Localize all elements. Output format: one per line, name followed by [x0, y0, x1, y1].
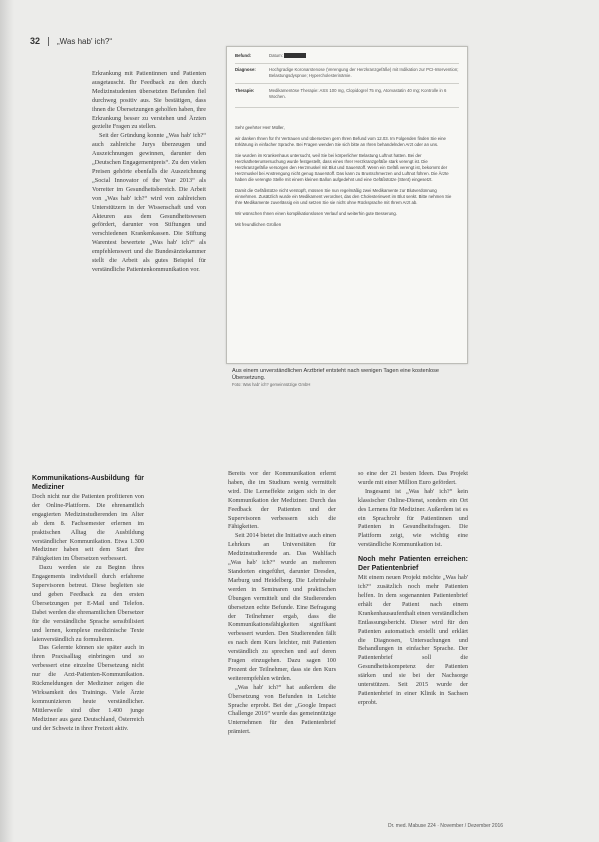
redaction-bar	[284, 53, 306, 58]
column-3	[358, 470, 468, 708]
running-header	[30, 36, 112, 46]
report-row-diagnose	[235, 67, 459, 79]
report-greeting: Sehr geehrter Herr Müller,	[235, 125, 285, 130]
paragraph: Insgesamt ist „Was hab' ich?“ kein klassischer Online-Dienst, sondern ein Ort des Lernens für Mediziner. Außerdem ist es ein Sprachrohr für Patientinnen und Patienten in Gesundheitsfragen. Die Plattform zeigt, wie wichtig eine verständliche Kommunikation ist.	[358, 487, 468, 549]
paragraph: so eine der 21 besten Ideen. Das Projekt wurde mit einer Million Euro gefördert.	[358, 470, 468, 486]
sample-medical-report	[226, 46, 468, 364]
report-label: Therapie:	[235, 88, 255, 93]
figure-caption	[232, 368, 472, 388]
caption-text: Aus einem unverständlichen Arztbrief entsteht nach wenigen Tagen eine kostenlose Übersetzung.	[232, 368, 439, 381]
paragraph: Erkrankung mit Patientinnen und Patienten ausgetauscht. Ihr Feedback zu den durch Medizinstudenten übersetzten Befunden fiel durchweg positiv aus. Sie bestätigen, dass ihnen die Übersetzungen geholfen haben, ihre Erkrankung besser zu verstehen und Ärzten gezielte Fragen zu stellen.	[92, 70, 206, 131]
page-number: 32	[30, 36, 41, 46]
subheading-communication: Kommunikations-Ausbildung für Mediziner	[32, 475, 144, 491]
report-value: Hochgradige Koronarstenose (Verengung der Herzkranzgefäße) mit Indikation zur PCI-Intervention; Belastungsdyspnoe; Hypercholesterinämie.	[269, 67, 459, 78]
column-1-bottom	[32, 469, 144, 733]
report-row-befund	[235, 53, 459, 59]
report-paragraph: wir danken Ihnen für Ihr Vertrauen und übersetzen gern Ihren Befund vom 12.03. Im Folgenden finden Sie eine Erklärung in einfacher Sprache. Bei Fragen wenden Sie sich bitte an Ihren behandelnden Arzt oder an uns.	[235, 136, 446, 147]
report-paragraph: Wir wünschen Ihnen einen komplikationslosen Verlauf und weiterhin gute Besserung.	[235, 211, 397, 216]
report-label: Befund:	[235, 53, 252, 58]
page-gutter-shadow	[0, 0, 14, 842]
report-value: Medikamentöse Therapie: ASS 100 mg, Clopidogrel 75 mg, Atorvastatin 40 mg; Kontrolle in 6 Wochen.	[269, 88, 447, 99]
paragraph: Seit 2014 bietet die Initiative auch einen Lehrkurs an Universitäten für Medizinstudierende an. Das Wahlfach „Was hab' ich?“ wurde an mehreren Standorten eingeführt, darunter Dresden, Marburg und Heidelberg. Die Lehrinhalte werden in Seminaren und praktischen Übungen vermittelt und die Studierenden übersetzen echte Befunde. Eine Befragung der Teilnehmer ergab, dass die Kommunikationsfähigkeiten signifikant verbessert wurden. Den Studierenden fällt es nach dem Kurs leichter, mit Patienten verständlich zu sprechen und auf deren Fragen einzugehen. Dazu sagen 100 Prozent der Teilnehmer, dass sie den Kurs weiterempfehlen würden.	[228, 532, 336, 682]
paragraph: Das Gelernte können sie später auch in ihren Praxisalltag einbringen und so verbessert eine einzelne Übersetzung nicht nur die Arzt-Patienten-Kommunikation. Rückmeldungen der Mediziner zeigen die Wirksamkeit des Trainings. Viele Ärzte kommunizieren heute verständlicher. Mittlerweile sind über 1.400 junge Mediziner aus ganz Deutschland, Österreich und der Schweiz in ihrer Freizeit aktiv.	[32, 644, 144, 732]
subheading-patient-letter: Noch mehr Patienten erreichen: Der Patientenbrief	[358, 556, 468, 573]
report-divider	[235, 83, 459, 84]
column-2	[228, 470, 336, 737]
paragraph: Doch nicht nur die Patienten profitieren von der Online-Plattform. Die ehrenamtlich engagierten Medizinstudierenden im Alter ab dem 8. Fachsemester erlernen im praktischen Alltag die Ausbildung verständlicher Kommunikation. Etwa 1.300 Mediziner haben seit dem Start ihre Fähigkeiten im Übersetzen verbessert.	[32, 493, 144, 563]
report-paragraph: Sie wurden im Krankenhaus untersucht, weil Sie bei körperlicher Belastung Luftnot hatten. Bei der Herzkatheteruntersuchung wurde festgestellt, dass eines Ihrer Herzkranzgefäße stark verengt ist. Die Herzkranzgefäße versorgen den Herzmuskel mit Blut und Sauerstoff. Wenn ein Gefäß verengt ist, bekommt der Herzmuskel bei Anstrengung nicht genug Sauerstoff. Das kann zu Brustschmerzen und Luftnot führen. Die Ärzte haben die verengte Stelle mit einem kleinen Ballon aufgedehnt und eine Gefäßstütze (Stent) eingesetzt.	[235, 153, 449, 182]
report-row-therapie	[235, 88, 459, 100]
paragraph: „Was hab' ich?“ hat außerdem die Übersetzung von Befunden in Leichte Sprache erprobt. Bei der „Google Impact Challenge 2016“ wurde das gemeinnützige Unternehmen für den Patientenbrief prämiert.	[228, 683, 336, 736]
paragraph: Dazu werden sie zu Beginn ihres Engagements individuell durch erfahrene Supervisoren betreut. Diese begleiten sie und geben Feedback zu den ersten Übersetzungen per E-Mail und Telefon. Dabei werden die ehrenamtlichen Übersetzer für die verständliche Sprache sensibilisiert und lernen, komplexe medizinische Texte laienverständlich zu formulieren.	[32, 564, 144, 643]
paragraph: Seit der Gründung konnte „Was hab' ich?“ auch zahlreiche Jurys überzeugen und Auszeichnungen gewinnen, darunter den „Deutschen Engagementpreis“. Zu den vielen Preisen gehörte ebenfalls die Auszeichnung „Social Innovator of the Year 2013“ als Vorreiter im Gesundheitsbereich. Die Arbeit von „Was hab' ich?“ wird von zahlreichen Unterstützern in der Wissenschaft und von Akteuren aus dem Gesundheitswesen gefördert, darunter von Stiftungen und verschiedenen Krankenkassen. Die Stiftung Warentest bewertete „Was hab' ich?“ als empfehlenswert und die Bundesärztekammer stellt die Arbeit als gutes Beispiel für verständliche Patientenkommunikation vor.	[92, 132, 206, 273]
paragraph: Mit einem neuen Projekt möchte „Was hab' ich?“ zusätzlich noch mehr Patienten helfen. In dem sogenannten Patientenbrief erhält der Patient nach einem Krankenhausaufenthalt einen verständlichen Entlassungsbericht. Dieser wird für den Patienten automatisch erstellt und erklärt die Diagnosen, Untersuchungen und Behandlungen in einfacher Sprache. Der Patientenbrief soll die Gesundheitskompetenz der Patienten stärken und sie bei der Nachsorge unterstützen. Seit 2015 wurde der Patientenbrief in einer Klinik in Sachsen erprobt.	[358, 574, 468, 706]
section-title: „Was hab' ich?“	[57, 36, 113, 46]
report-value: Datum:	[269, 53, 459, 59]
photo-credit: Foto: Was hab' ich? gemeinnützige GmbH	[232, 382, 311, 387]
report-divider	[235, 107, 459, 108]
report-divider	[235, 63, 459, 64]
column-1-top	[92, 70, 206, 275]
paragraph: Bereits vor der Kommunikation erlernt haben, die im Studium wenig vermittelt wird. Die Lerneffekte zeigen sich in der Kommunikation der Mediziner. Durch das Feedback der Patienten und der Supervisoren verbessern sich die Fähigkeiten.	[228, 470, 336, 531]
page-footer: Dr. med. Mabuse 224 · November / Dezember 2016	[388, 823, 504, 829]
header-divider	[48, 37, 49, 46]
report-paragraph: Damit die Gefäßstütze nicht verstopft, müssen Sie nun regelmäßig zwei Medikamente zur Blutverdünnung einnehmen. Zusätzlich wurde ein Medikament verordnet, das den Cholesterinwert im Blut senkt. Bitte nehmen Sie Ihre Medikamente zuverlässig ein und setzen Sie sie nicht ohne Rücksprache mit Ihrem Arzt ab.	[235, 188, 452, 205]
report-closing: Mit freundlichen Grüßen	[235, 222, 282, 227]
report-label: Diagnose:	[235, 67, 256, 72]
report-body	[235, 125, 457, 233]
